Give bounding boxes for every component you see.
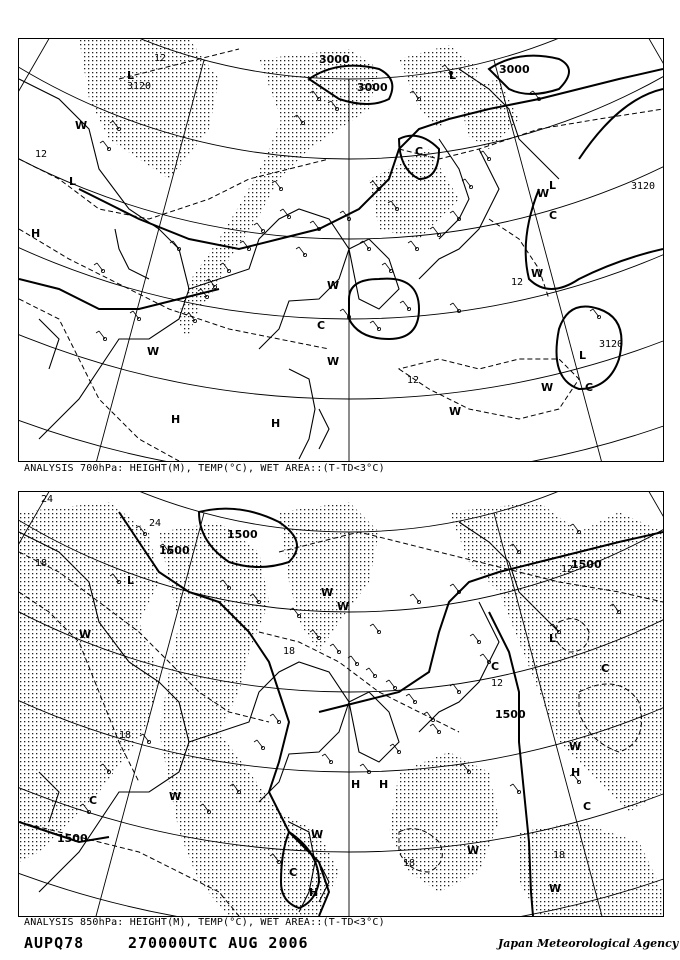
station-plot: [100, 141, 111, 151]
station-plot: [296, 247, 307, 257]
station-plot: [450, 684, 461, 694]
map-label: 12: [35, 149, 48, 160]
coastline: [115, 229, 149, 279]
map-label: L: [127, 69, 135, 82]
map-label: H: [379, 778, 389, 791]
map-label: 18: [553, 850, 566, 861]
map-label: L: [69, 175, 77, 188]
station-plot: [430, 724, 441, 734]
map-label: W: [467, 844, 480, 857]
map-label: W: [79, 628, 92, 641]
map-label: 12: [491, 678, 504, 689]
map-label: L: [127, 574, 135, 587]
map-label: 12: [407, 375, 420, 386]
station-plot: [430, 227, 441, 237]
station-plot: [94, 263, 105, 273]
map-label: C: [289, 866, 298, 879]
caption-700hpa: ANALYSIS 700hPa: HEIGHT(M), TEMP(°C), WET AREA::(T-TD<3°C): [24, 463, 385, 474]
map-panel-700hpa: [18, 38, 664, 462]
map-label: C: [89, 794, 98, 807]
map-label: C: [601, 662, 610, 675]
map-label: H: [309, 886, 319, 899]
map-label: 3000: [319, 53, 350, 66]
wet-area: [279, 502, 379, 652]
station-plot: [370, 321, 381, 331]
map-label: 18: [403, 858, 416, 869]
map-700hpa-canvas: [19, 39, 663, 461]
map-label: C: [583, 800, 592, 813]
map-label: W: [147, 345, 160, 358]
coastline: [319, 409, 329, 449]
map-label: W: [327, 355, 340, 368]
station-plot: [270, 714, 281, 724]
map-label: H: [351, 778, 361, 791]
map-label: 1500: [227, 528, 258, 541]
coastline: [289, 369, 315, 459]
map-label: W: [75, 119, 88, 132]
station-plot: [366, 668, 377, 678]
caption-850hpa: ANALYSIS 850hPa: HEIGHT(M), TEMP(°C), WET AREA::(T-TD<3°C): [24, 917, 385, 928]
station-plot: [348, 656, 359, 666]
map-label: 12: [154, 53, 167, 64]
map-label: H: [171, 413, 181, 426]
map-label: W: [531, 267, 544, 280]
map-label: W: [449, 405, 462, 418]
map-label: 1500: [159, 544, 190, 557]
station-plot: [96, 331, 107, 341]
agency-name: Japan Meteorological Agency: [498, 937, 679, 950]
map-label: 1500: [57, 832, 88, 845]
meridian-line: [19, 39, 69, 461]
station-plot: [322, 754, 333, 764]
map-label: 18: [283, 646, 296, 657]
station-plot: [370, 624, 381, 634]
station-plot: [410, 594, 421, 604]
map-label: W: [537, 187, 550, 200]
map-label: L: [579, 349, 587, 362]
map-label: 1500: [495, 708, 526, 721]
wet-area: [19, 502, 162, 862]
station-plot: [254, 740, 265, 750]
map-label: 3120: [599, 339, 624, 350]
map-label: H: [571, 766, 581, 779]
height-contour: [579, 89, 663, 159]
station-plot: [590, 309, 601, 319]
map-label: C: [317, 319, 326, 332]
map-label: 3000: [357, 81, 388, 94]
map-panel-850hpa: [18, 491, 664, 917]
map-label: C: [549, 209, 558, 222]
station-plot: [140, 734, 151, 744]
map-label: H: [271, 417, 281, 430]
map-label: 18: [119, 730, 132, 741]
station-plot: [480, 151, 491, 161]
map-label: 3120: [631, 181, 656, 192]
map-label: 1500: [571, 558, 602, 571]
station-plot: [330, 644, 341, 654]
map-label: C: [415, 145, 424, 158]
coastline: [349, 239, 399, 309]
map-label: L: [549, 179, 557, 192]
station-plot: [470, 634, 481, 644]
station-plot: [406, 694, 417, 704]
map-label: W: [569, 740, 582, 753]
map-label: W: [327, 279, 340, 292]
station-plot: [408, 241, 419, 251]
map-label: 24: [41, 494, 54, 505]
map-label: 3120: [127, 81, 152, 92]
map-label: C: [585, 381, 594, 394]
valid-time: 270000UTC AUG 2006: [128, 934, 309, 952]
map-label: C: [491, 660, 500, 673]
map-label: L: [449, 69, 457, 82]
chart-code: AUPQ78: [24, 934, 85, 952]
map-label: W: [169, 790, 182, 803]
map-label: H: [31, 227, 41, 240]
station-plot: [510, 784, 521, 794]
map-label: W: [541, 381, 554, 394]
wet-area: [389, 752, 499, 892]
station-plot: [386, 680, 397, 690]
height-contour: [526, 189, 663, 289]
wet-area: [449, 502, 663, 812]
map-label: W: [337, 600, 350, 613]
map-850hpa-canvas: [19, 492, 663, 916]
map-label: W: [321, 586, 334, 599]
wet-area: [519, 822, 663, 916]
map-label: 24: [149, 518, 162, 529]
station-plot: [254, 223, 265, 233]
map-label: W: [311, 828, 324, 841]
map-label: 12: [511, 277, 524, 288]
map-label: 12: [561, 564, 574, 575]
map-label: 3000: [499, 63, 530, 76]
wet-area: [369, 149, 459, 239]
map-label: L: [549, 632, 557, 645]
station-plot: [400, 301, 411, 311]
map-label: 18: [35, 558, 48, 569]
map-label: W: [549, 882, 562, 895]
